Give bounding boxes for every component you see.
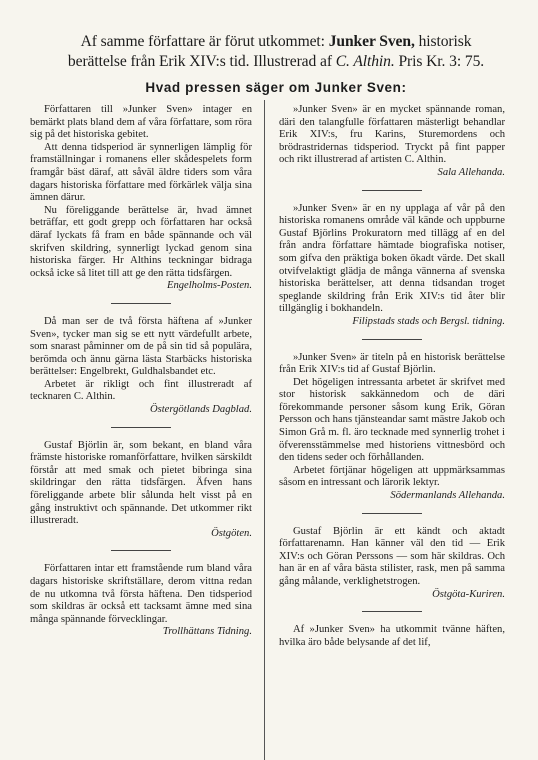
- book-genre-text: historisk: [418, 33, 472, 50]
- review-separator: [362, 611, 422, 612]
- review-paragraph: Att denna tidsperiod är synnerligen lämplig för framställningar i romanens eller skådespelets form framgår bäst däraf, att såväl äldre tiders som våra dagars historiska författare med förkärlek välja sina ämnen därur.: [30, 141, 252, 204]
- review-paragraph: Gustaf Björlin är, som bekant, en bland våra främste historiske romanförfattare, hvilken särskildt förstår att med smak och pietet bibringa sina skildringar den rätta tidsfärgen. Äfven hans föreliggande arbete blir sålunda helt visst på en gång instruktivt och spännande. Det utkommer rikt illustreradt.: [30, 439, 252, 527]
- review-separator: [111, 550, 171, 551]
- review-source: Östgöten.: [211, 527, 252, 539]
- review-separator: [111, 427, 171, 428]
- column-divider: [264, 100, 265, 760]
- review-paragraph: Det högeligen intressanta arbetet är skrifvet med stor historisk sakkännedom och de däri förekommande personer såsom kung Erik, Göran Persson och hans tjänsteandar samt mästre Jakob och Simon Grå m. fl. äro tecknade med synnerlig trohet i öfverensstämmelse med historiens vittnesbörd och den tidens seder och förhållanden.: [279, 376, 505, 464]
- review-source: Filipstads stads och Bergsl. tidning.: [352, 315, 505, 327]
- review-paragraph: Af »Junker Sven» ha utkommit tvänne häften, hvilka äro både belysande af det lif,: [279, 624, 505, 648]
- press-review: [279, 352, 505, 503]
- review-source: Östgöta-Kuriren.: [432, 588, 505, 600]
- review-paragraph: Då man ser de två första häftena af »Junker Sven», tycker man sig se ett nytt värdefullt arbete, som snarast påminner om de på sin tid så populära, berömda och ännu gärna lästa Starbäcks historiska berättelser: Engelbrekt, Guldhalsbandet etc.: [30, 315, 252, 378]
- book-price: Pris Kr. 3: 75.: [398, 53, 485, 70]
- review-separator: [362, 190, 422, 191]
- review-paragraph: Gustaf Björlin är ett kändt och aktadt författarenamn. Han känner väl den tid — Erik XIV:s och Göran Perssons — som här skildras. Och han är en af våra bästa stilister, rask, men på samma gång målande, verklighetstrogen.: [279, 525, 505, 587]
- review-source: Södermanlands Allehanda.: [390, 490, 505, 502]
- review-separator: [362, 513, 422, 514]
- left-review-column: [30, 104, 252, 639]
- review-paragraph: Författaren till »Junker Sven» intager en bemärkt plats bland dem af våra författare, som röra sig på det historiska gebitet.: [30, 104, 252, 141]
- review-source: Engelholms-Posten.: [166, 280, 252, 292]
- review-source: Sala Allehanda.: [437, 166, 505, 178]
- header-line-2: [40, 52, 512, 72]
- review-source: Trollhättans Tidning.: [162, 626, 252, 638]
- review-paragraph: »Junker Sven» är titeln på en historisk berättelse från Erik XIV:s tid af Gustaf Björlin.: [279, 351, 505, 376]
- illustrator-name: C. Althin.: [335, 53, 395, 70]
- press-reviews-heading: Hvad pressen säger om Junker Sven:: [145, 80, 407, 95]
- press-review: [279, 104, 505, 180]
- press-review: [30, 440, 252, 541]
- review-paragraph: »Junker Sven» är en mycket spännande roman, däri den talangfulle författaren mästerligt behandlar Erik XIV:s, fru Karins, Sturemordens och brödrastridernas tidsperiod. Tryckt på fint papper och rikt illustrerad af artisten C. Althin.: [279, 104, 505, 166]
- review-paragraph: Arbetet förtjänar högeligen att uppmärksammas såsom en intressant och lärorik lektyr.: [279, 464, 505, 489]
- book-advertisement-header: [40, 32, 512, 72]
- review-separator: [362, 339, 422, 340]
- review-paragraph: Nu föreliggande berättelse är, hvad ämnet beträffar, ett godt grepp och författaren har också däraf lyckats få fram en både spännande och väl skrifven skildring, synnerligt lyckad genom sina historiska färger. Hr Althins teckningar bidraga också icke så litet till att ge den rätta tidsfärgen.: [30, 204, 252, 279]
- header-intro-text: Af samme författare är förut utkommet:: [80, 33, 325, 50]
- header-line-1: [40, 32, 512, 52]
- press-review: [30, 563, 252, 639]
- review-source: Östergötlands Dagblad.: [149, 404, 252, 416]
- review-separator: [111, 303, 171, 304]
- right-review-column: [279, 104, 505, 649]
- review-paragraph: Arbetet är rikligt och fint illustreradt af tecknaren C. Althin.: [30, 378, 252, 403]
- press-review: [30, 104, 252, 293]
- book-description-text: berättelse från Erik XIV:s tid. Illustrerad af: [67, 53, 332, 70]
- press-review: [279, 526, 505, 602]
- press-review: [279, 203, 505, 329]
- review-paragraph: »Junker Sven» är en ny upplaga af vår på den historiska romanens område väl kände och uppburne Gustaf Björlins Prokuratorn med tillägg af en del från andra författare hämtade biografiska notiser, som gifva den präktiga boken ökadt värde. Det skall otvifvelaktigt glädja de många vännerna af svenska historiska berättelser, att denna tidsandan troget speglande skildring från Erik XIV:s tid åter blir tillgänglig i bokhandeln.: [279, 202, 505, 315]
- press-review: [30, 316, 252, 417]
- review-paragraph: Författaren intar ett framstående rum bland våra dagars historiske skriftställare, derom vittna redan de nu utkomna två första häftena. Den tidsperiod som skildras är också ett tacksamt ämne med sina många spännande förvecklingar.: [30, 563, 252, 625]
- press-review: [279, 624, 505, 649]
- book-title: Junker Sven,: [328, 33, 415, 50]
